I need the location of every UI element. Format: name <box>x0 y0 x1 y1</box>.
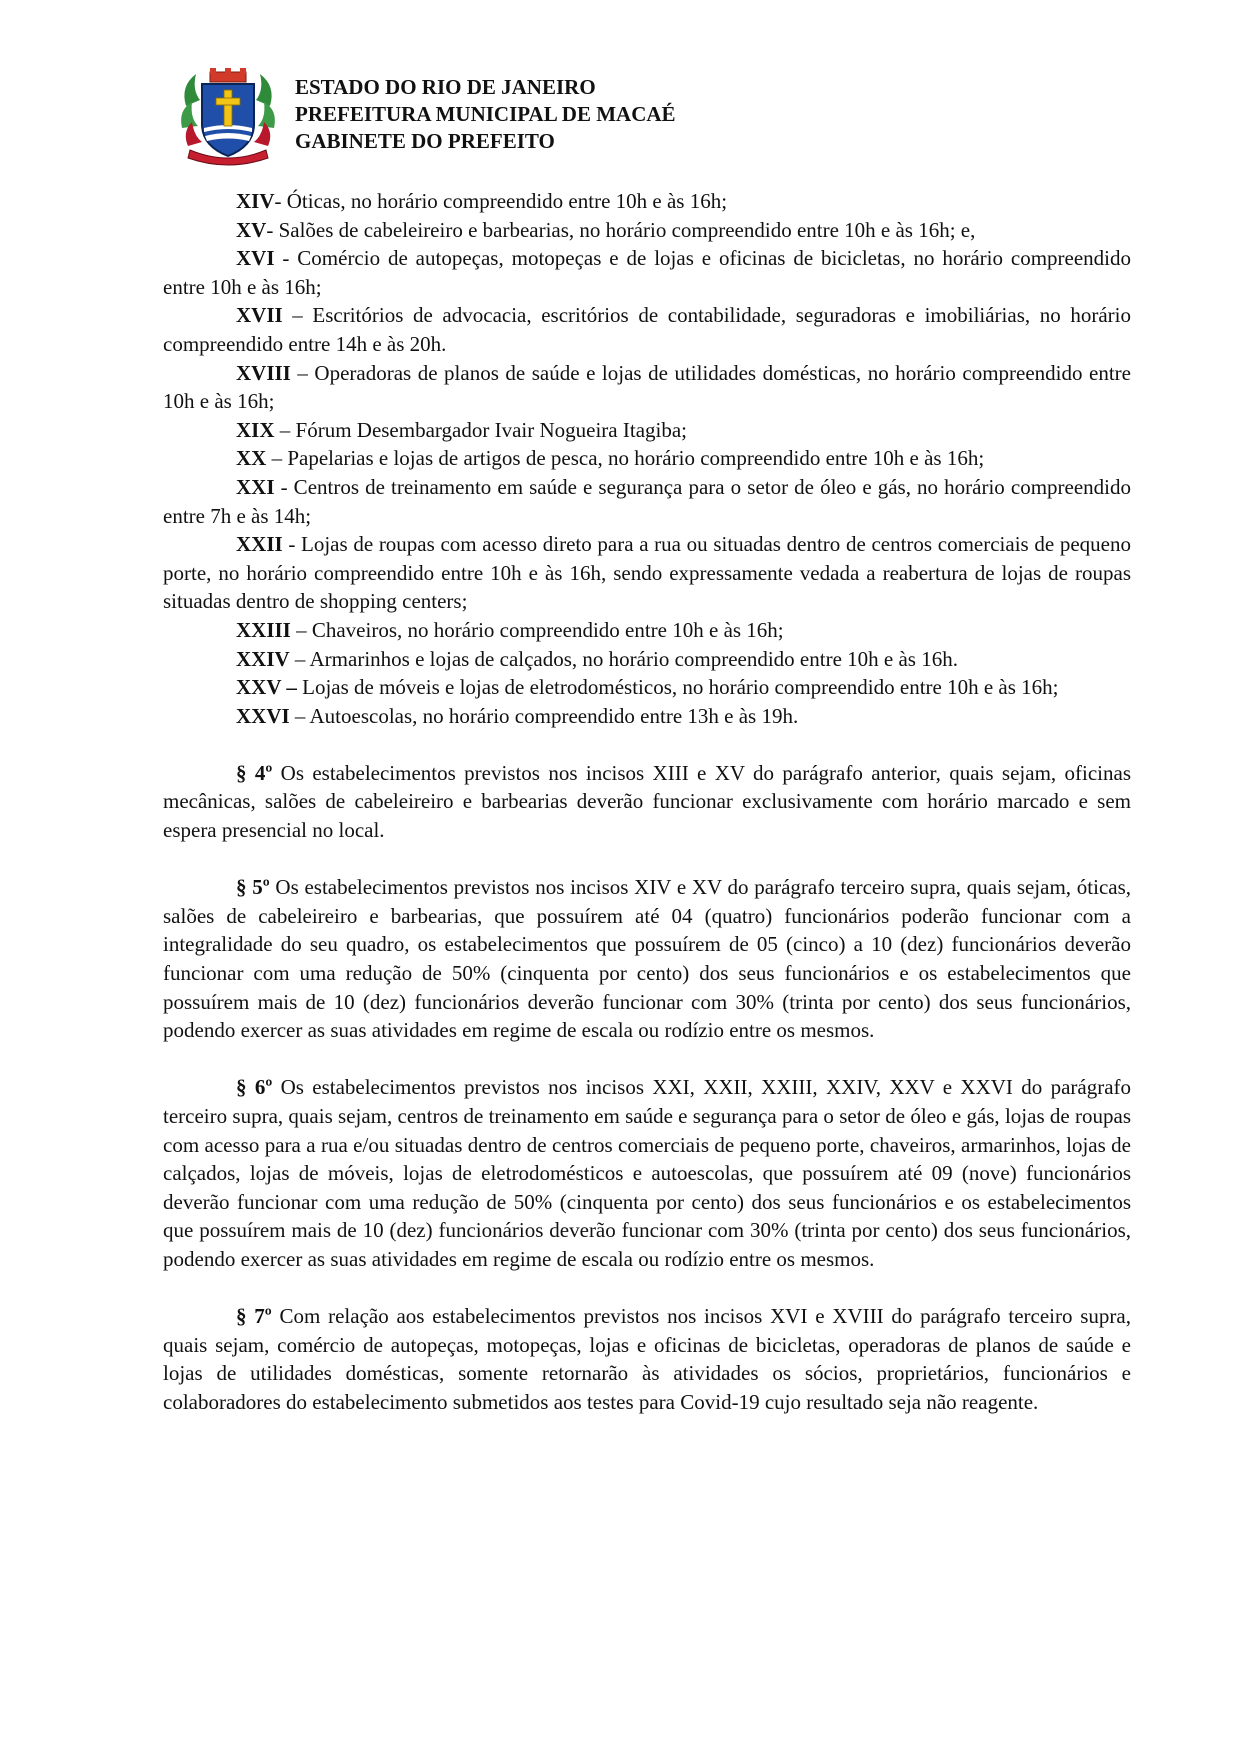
list-item <box>163 244 1131 301</box>
paragraph-7 <box>163 1302 1131 1416</box>
list-item <box>163 444 1131 473</box>
paragraph-text: Os estabelecimentos previstos nos incisos XIII e XV do parágrafo anterior, quais sejam, oficinas mecânicas, salões de cabeleireiro e barbearias deverão funcionar exclusivamente com horário marcado e sem espera presencial no local. <box>163 760 1132 843</box>
coat-of-arms-icon <box>178 66 278 166</box>
list-item <box>163 216 1131 245</box>
item-number: XXIV <box>236 646 290 671</box>
list-item <box>163 187 1131 216</box>
document-body <box>163 187 1131 1417</box>
paragraph-text: Os estabelecimentos previstos nos incisos XIV e XV do parágrafo terceiro supra, quais sejam, óticas, salões de cabeleireiro e barbearias, que possuírem até 04 (quatro) funcionários poderão funcionar com a integralidade do seu quadro, os estabelecimentos que possuírem de 05 (cinco) a 10 (dez) funcionários deverão funcionar com uma redução de 50% (cinquenta por cento) dos seus funcionários e os estabelecimentos que possuírem mais de 10 (dez) funcionários deverão funcionar com 30% (trinta por cento) dos seus funcionários, podendo exercer as suas atividades em regime de escala ou rodízio entre os mesmos. <box>163 875 1132 1043</box>
paragraph-6 <box>163 1073 1131 1273</box>
paragraph-4 <box>163 759 1131 845</box>
list-item <box>163 702 1131 731</box>
item-text: - Centros de treinamento em saúde e segurança para o setor de óleo e gás, no horário compreendido entre 7h e às 14h; <box>163 474 1131 528</box>
header-municipality: PREFEITURA MUNICIPAL DE MACAÉ <box>295 102 676 126</box>
list-item <box>163 301 1131 358</box>
paragraph-number: § 7º <box>236 1304 272 1329</box>
list-item <box>163 359 1131 416</box>
paragraph-text: Os estabelecimentos previstos nos incisos XXI, XXII, XXIII, XXIV, XXV e XXVI do parágrafo terceiro supra, quais sejam, centros de treinamento em saúde e segurança para o setor de óleo e gás, lojas de roupas com acesso para a rua e/ou situadas dentro de centros comerciais de pequeno porte, chaveiros, armarinhos, lojas de calçados, lojas de móveis, lojas de eletrodomésticos e autoescolas, que possuírem até 09 (nove) funcionários deverão funcionar com uma redução de 50% (cinquenta por cento) dos seus funcionários e os estabelecimentos que possuírem mais de 10 (dez) funcionários deverão funcionar com 30% (trinta por cento) dos seus funcionários, podendo exercer as suas atividades em regime de escala ou rodízio entre os mesmos. <box>163 1075 1132 1271</box>
paragraph-number: § 5º <box>236 875 270 900</box>
item-text: – Papelarias e lojas de artigos de pesca, no horário compreendido entre 10h e às 16h; <box>266 446 985 471</box>
item-number: XVIII <box>236 360 291 385</box>
item-text: - Lojas de roupas com acesso direto para a rua ou situadas dentro de centros comerciais de pequeno porte, no horário compreendido entre 10h e às 16h, sendo expressamente vedada a reabertura de lojas de roupas situadas dentro de shopping centers; <box>163 532 1131 614</box>
item-text: – Operadoras de planos de saúde e lojas de utilidades domésticas, no horário compreendido entre 10h e às 16h; <box>163 360 1131 414</box>
item-number: XIV <box>236 189 275 213</box>
paragraph-5 <box>163 873 1131 1045</box>
item-text: – Autoescolas, no horário compreendido entre 13h e às 19h. <box>289 703 799 728</box>
item-number: XXI <box>236 474 275 499</box>
list-item <box>163 530 1131 616</box>
paragraph-number: § 6º <box>236 1075 273 1100</box>
letterhead-text <box>295 74 676 155</box>
item-text: – Fórum Desembargador Ivair Nogueira Itagiba; <box>274 417 687 442</box>
item-number: XX <box>236 446 267 471</box>
item-text: - Salões de cabeleireiro e barbearias, no horário compreendido entre 10h e às 16h; e, <box>266 217 976 242</box>
item-text: – Escritórios de advocacia, escritórios de contabilidade, seguradoras e imobiliárias, no horário compreendido entre 14h e às 20h. <box>163 303 1131 356</box>
list-item <box>163 416 1131 445</box>
item-text: - Comércio de autopeças, motopeças e de lojas e oficinas de bicicletas, no horário compreendido entre 10h e às 16h; <box>163 246 1131 299</box>
item-number: XVI <box>236 246 275 271</box>
item-number: XXIII <box>236 617 291 642</box>
list-item <box>163 673 1131 702</box>
list-item <box>163 616 1131 645</box>
item-text: Lojas de móveis e lojas de eletrodomésticos, no horário compreendido entre 10h e às 16h; <box>296 675 1059 700</box>
item-text: – Chaveiros, no horário compreendido entre 10h e às 16h; <box>290 617 784 642</box>
list-item <box>163 645 1131 674</box>
item-number: XXV – <box>236 675 297 700</box>
item-text: - Óticas, no horário compreendido entre 10h e às 16h; <box>274 189 728 213</box>
item-number: XIX <box>236 417 275 442</box>
paragraph-text: Com relação aos estabelecimentos previstos nos incisos XVI e XVIII do parágrafo terceiro supra, quais sejam, comércio de autopeças, motopeças, lojas e oficinas de bicicletas, operadoras de planos de saúde e lojas de utilidades domésticas, somente retornarão às atividades os sócios, proprietários, funcionários e colaboradores do estabelecimento submetidos aos testes para Covid-19 cujo resultado seja não reagente. <box>163 1304 1131 1414</box>
item-text: – Armarinhos e lojas de calçados, no horário compreendido entre 10h e às 16h. <box>289 646 958 671</box>
item-number: XXII <box>236 532 283 557</box>
header-office: GABINETE DO PREFEITO <box>295 129 555 153</box>
item-number: XVII <box>236 303 283 328</box>
header-state: ESTADO DO RIO DE JANEIRO <box>295 75 596 99</box>
paragraph-number: § 4º <box>236 760 273 785</box>
item-number: XV <box>236 217 267 242</box>
item-number: XXVI <box>236 703 290 728</box>
list-item <box>163 473 1131 530</box>
